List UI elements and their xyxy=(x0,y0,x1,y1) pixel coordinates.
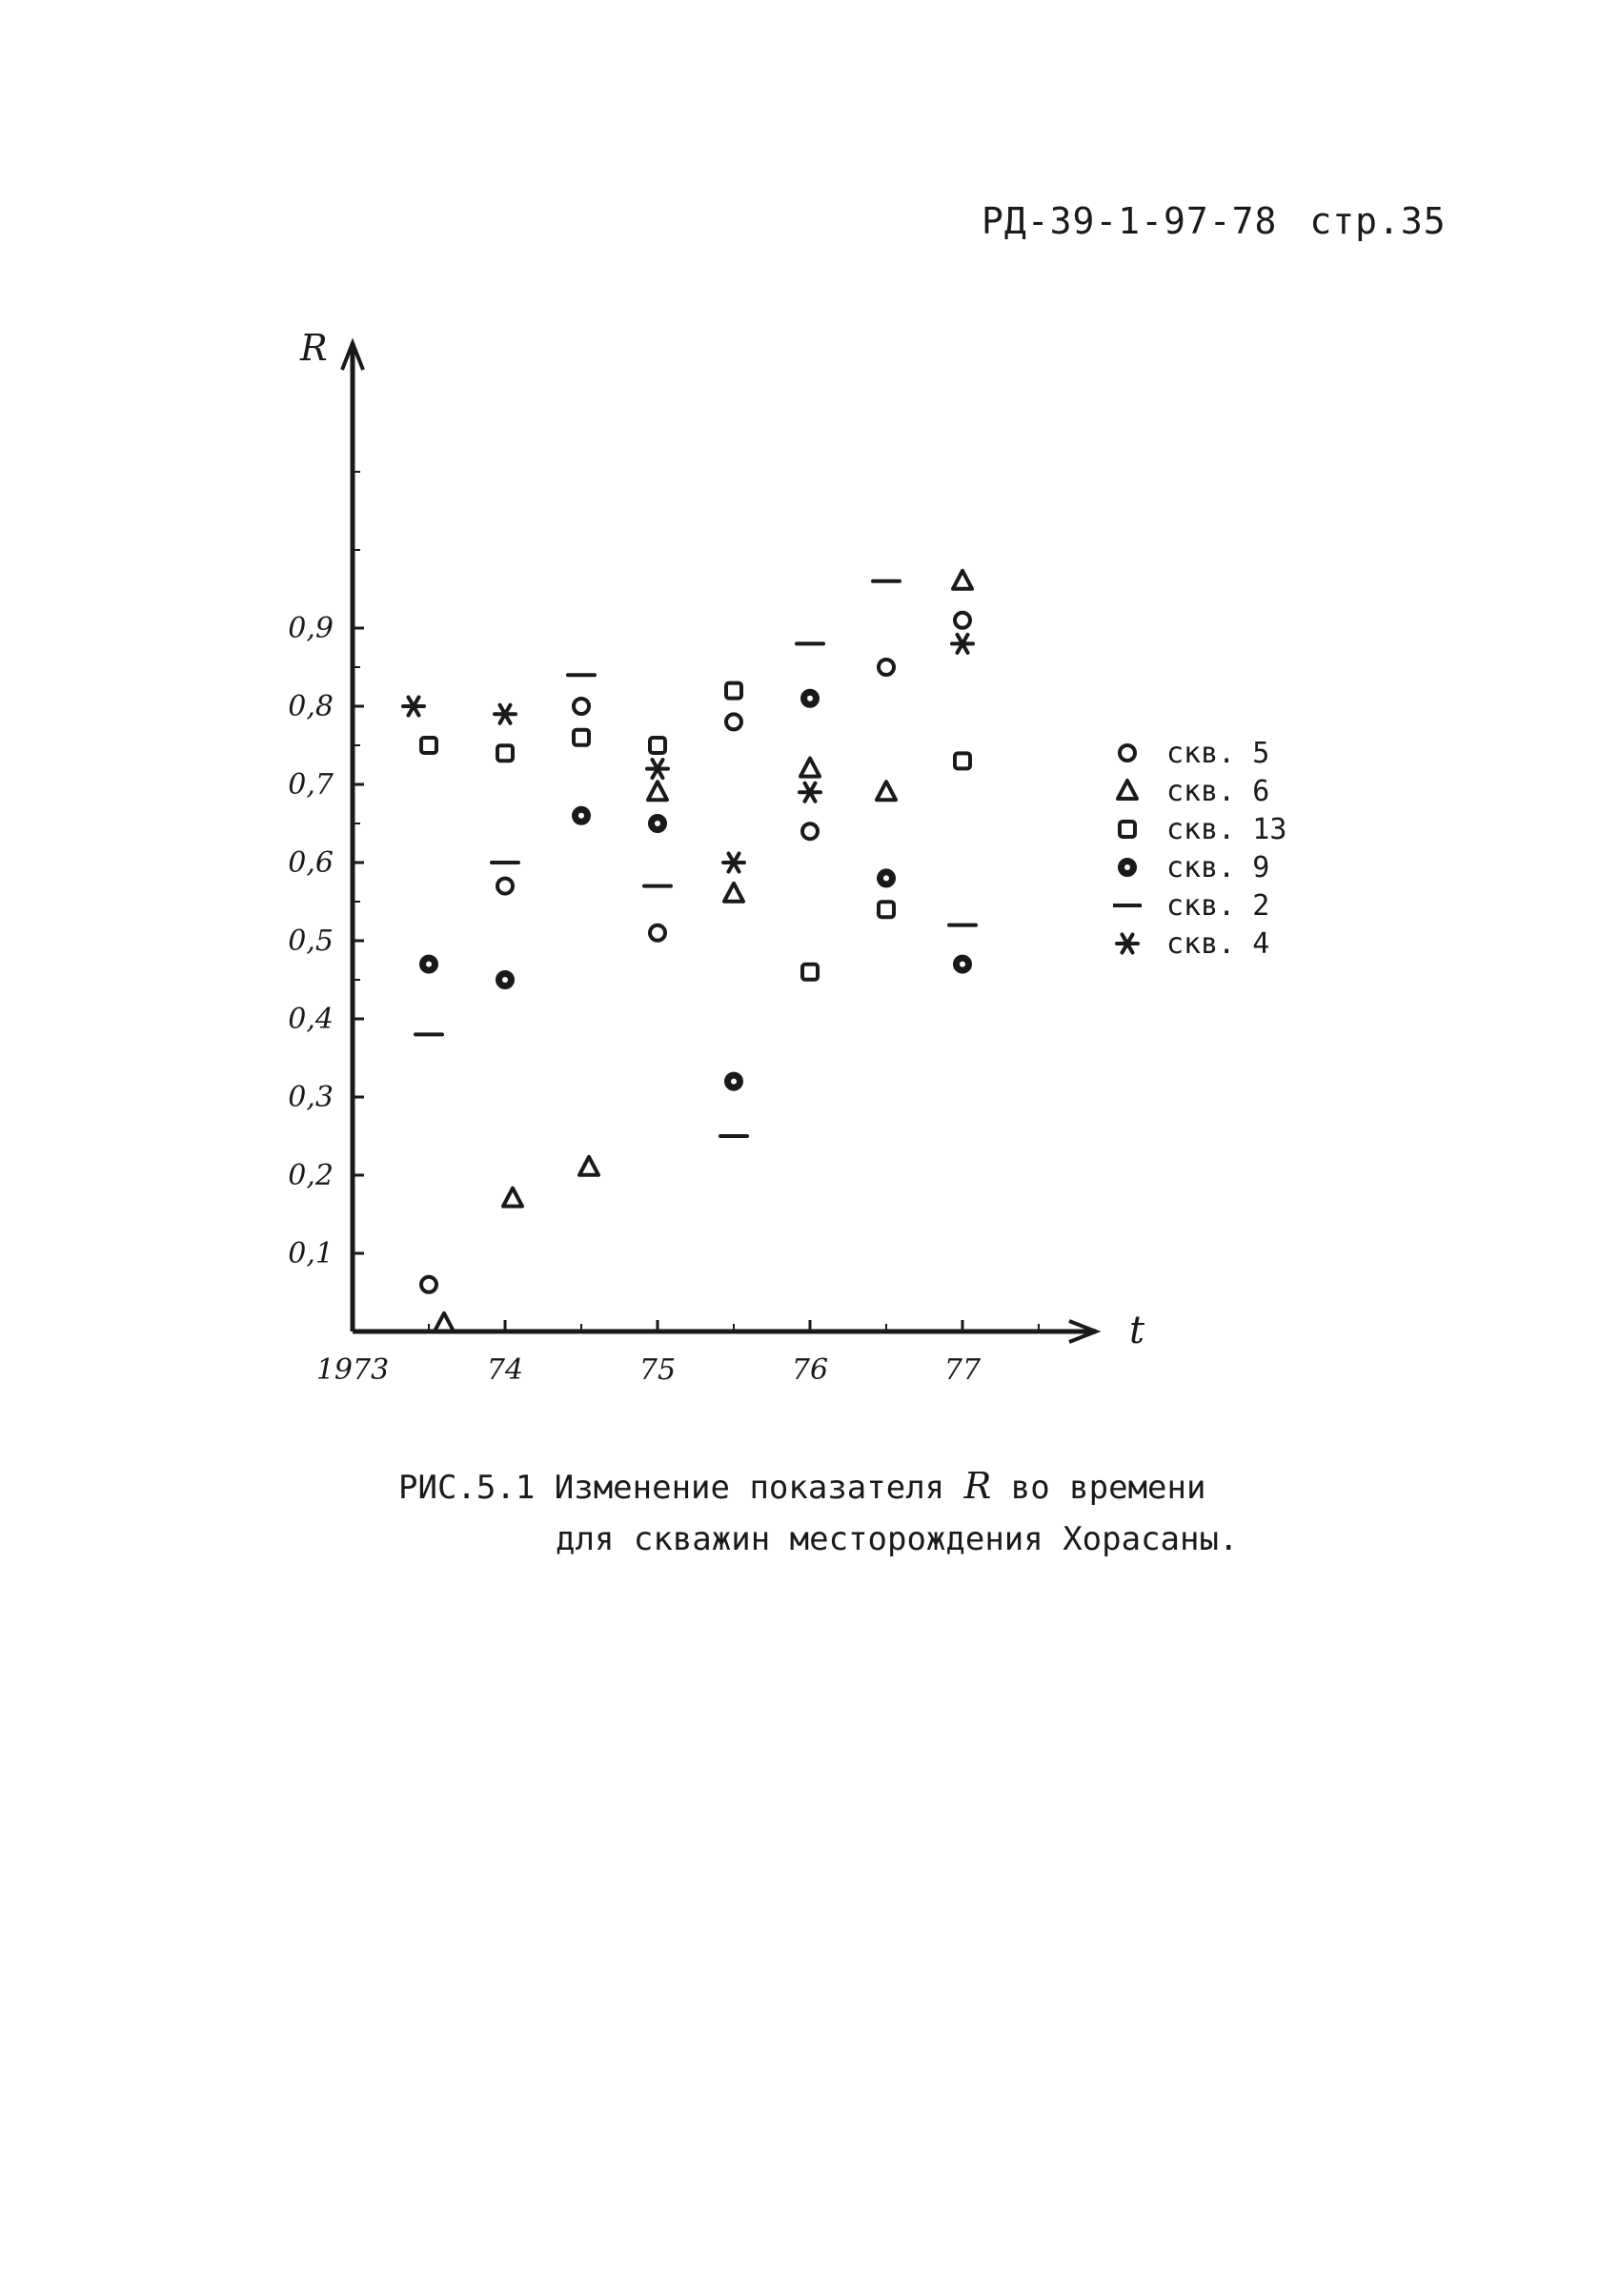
data-point-dot xyxy=(502,977,508,983)
caption-prefix: РИС.5.1 Изменение показателя xyxy=(398,1469,945,1507)
legend-marker-icon xyxy=(1113,777,1142,805)
caption-variable: R xyxy=(963,1465,992,1507)
legend-label: скв. 13 xyxy=(1166,812,1287,846)
data-point xyxy=(726,683,741,699)
data-point xyxy=(955,613,970,628)
data-point xyxy=(724,884,743,902)
data-point xyxy=(877,782,896,800)
legend-marker xyxy=(1113,777,1166,805)
legend-marker xyxy=(1113,891,1166,920)
legend-item xyxy=(1113,886,1286,924)
legend-marker-icon xyxy=(1113,815,1142,843)
data-point xyxy=(503,1189,522,1207)
chart-marks xyxy=(403,571,976,1331)
legend-item xyxy=(1113,924,1286,963)
data-point xyxy=(421,738,436,753)
doc-code: РД-39-1-97-78 xyxy=(982,200,1278,242)
x-tick-label: 74 xyxy=(486,1353,524,1387)
data-point xyxy=(497,879,513,894)
data-point xyxy=(800,759,820,777)
data-point xyxy=(497,745,513,761)
legend-marker xyxy=(1113,739,1166,767)
legend-label: скв. 4 xyxy=(1166,926,1270,961)
chart-legend xyxy=(1113,734,1286,963)
x-tick-label: 77 xyxy=(943,1353,982,1387)
legend-marker-shape xyxy=(1120,745,1135,761)
y-tick-label: 0,1 xyxy=(288,1237,334,1270)
data-point xyxy=(648,782,667,800)
page-number: стр.35 xyxy=(1309,200,1447,242)
legend-marker-icon xyxy=(1113,929,1142,958)
legend-marker-icon xyxy=(1113,891,1142,920)
data-point-dot xyxy=(883,875,889,881)
data-point xyxy=(879,660,894,675)
data-point xyxy=(435,1313,454,1331)
caption-line-1 xyxy=(398,1460,1238,1514)
y-tick-label: 0,2 xyxy=(288,1159,334,1192)
data-point xyxy=(574,730,589,745)
legend-label: скв. 2 xyxy=(1166,888,1270,923)
data-point-dot xyxy=(960,962,965,967)
series-square xyxy=(421,683,970,980)
data-point-dot xyxy=(578,813,584,819)
y-tick-label: 0,4 xyxy=(288,1003,334,1036)
data-point xyxy=(421,1277,436,1292)
y-tick-label: 0,7 xyxy=(288,768,334,802)
legend-marker xyxy=(1113,853,1166,882)
series-triangle xyxy=(435,571,972,1331)
data-point-dot xyxy=(807,696,813,701)
data-point xyxy=(802,823,818,839)
data-point xyxy=(953,571,972,589)
data-point xyxy=(650,738,665,753)
legend-marker-shape-dot xyxy=(1124,864,1130,870)
caption-suffix: во времени xyxy=(1010,1469,1206,1507)
series-asterisk xyxy=(403,635,973,872)
y-tick-label: 0,9 xyxy=(288,612,334,645)
data-point xyxy=(574,699,589,714)
caption-line-2: для скважин месторождения Хорасаны. xyxy=(556,1520,1239,1558)
y-axis-label: R xyxy=(300,327,328,369)
data-point xyxy=(802,965,818,980)
legend-label: скв. 9 xyxy=(1166,850,1270,884)
series-dotted-circle xyxy=(420,690,971,1090)
x-tick-label: 75 xyxy=(638,1353,677,1387)
data-point xyxy=(726,714,741,729)
data-point-dot xyxy=(426,962,432,967)
legend-label: скв. 6 xyxy=(1166,774,1270,808)
y-tick-label: 0,8 xyxy=(288,690,334,723)
x-tick-label: 1973 xyxy=(315,1353,390,1387)
legend-marker-icon xyxy=(1113,739,1142,767)
legend-item xyxy=(1113,810,1286,848)
data-point-dot xyxy=(731,1079,737,1085)
legend-item xyxy=(1113,772,1286,810)
data-point xyxy=(579,1157,598,1175)
legend-marker xyxy=(1113,815,1166,843)
data-point xyxy=(650,925,665,941)
legend-item xyxy=(1113,848,1286,886)
legend-marker-shape xyxy=(1118,781,1137,799)
legend-marker xyxy=(1113,929,1166,958)
y-tick-label: 0,6 xyxy=(288,846,334,880)
legend-marker-icon xyxy=(1113,853,1142,882)
data-point-dot xyxy=(655,821,660,826)
legend-item xyxy=(1113,734,1286,772)
data-point xyxy=(955,753,970,768)
legend-marker-shape xyxy=(1120,822,1135,837)
chart-axes xyxy=(299,327,1145,1352)
x-tick-label: 76 xyxy=(791,1353,829,1387)
y-tick-label: 0,5 xyxy=(288,924,334,958)
y-tick-label: 0,3 xyxy=(288,1081,334,1114)
x-axis-label: t xyxy=(1129,1309,1145,1352)
figure-caption xyxy=(398,1460,1238,1565)
legend-label: скв. 5 xyxy=(1166,736,1270,770)
data-point xyxy=(879,902,894,917)
